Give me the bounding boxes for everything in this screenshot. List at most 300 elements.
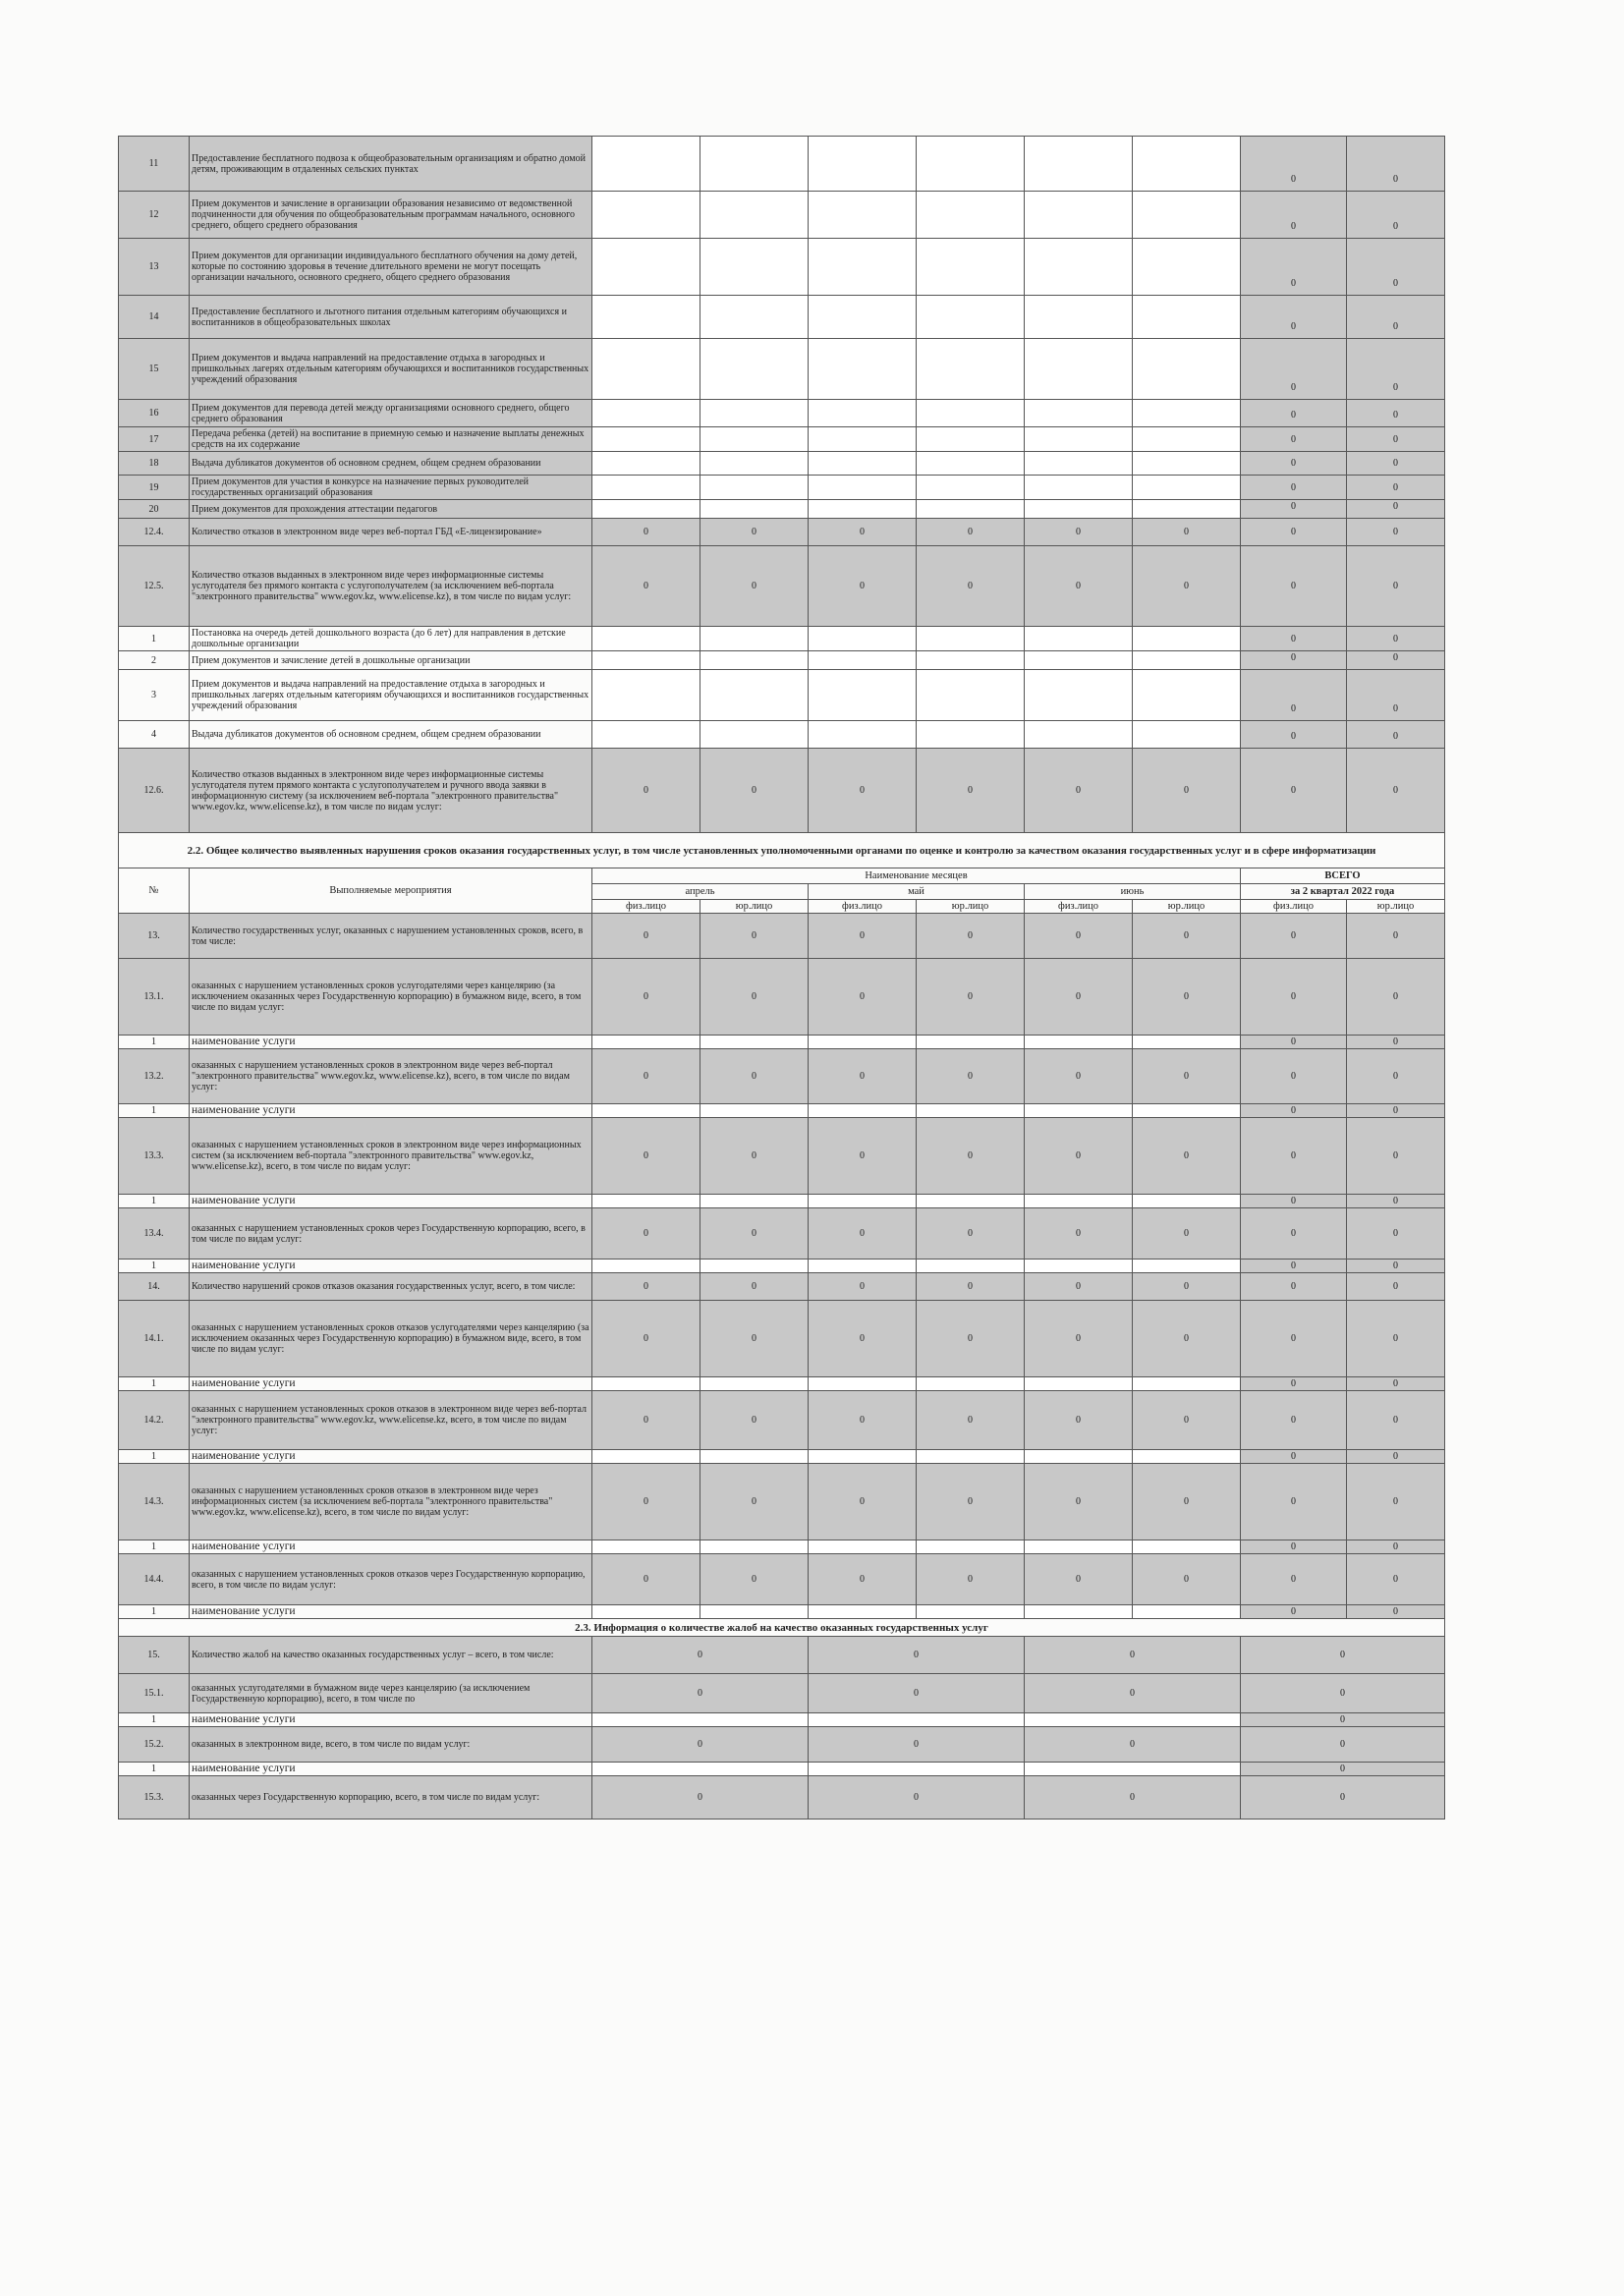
month-value — [809, 651, 917, 670]
row-number: 18 — [119, 452, 190, 476]
month-value — [700, 1605, 809, 1619]
row-number: 1 — [119, 1763, 190, 1776]
total-phys: 0 — [1241, 959, 1347, 1036]
month-value: 0 — [592, 519, 700, 546]
row-number: 15. — [119, 1637, 190, 1674]
month-value — [1133, 1605, 1241, 1619]
month-value: 0 — [1025, 1273, 1133, 1301]
month-value — [809, 627, 917, 651]
total-phys: 0 — [1241, 1301, 1347, 1377]
row-number: 15 — [119, 339, 190, 400]
month-value — [809, 476, 917, 500]
row-number: 20 — [119, 500, 190, 519]
total-jur: 0 — [1347, 400, 1445, 427]
row-text: оказанных услугодателями в бумажном виде через канцелярию (за исключением Государственную корпорацию), всего, в том числе по — [190, 1674, 592, 1713]
row-number: 1 — [119, 1260, 190, 1273]
row-text: Прием документов для участия в конкурсе на назначение первых руководителей государственных организаций образования — [190, 476, 592, 500]
month-name-header: июнь — [1025, 884, 1241, 900]
table-row — [119, 1727, 1445, 1763]
section-title: 2.3. Информация о количестве жалоб на качество оказанных государственных услуг — [119, 1619, 1445, 1637]
month-value: 0 — [592, 1208, 700, 1260]
row-text: оказанных с нарушением установленных сроков отказов через Государственную корпорацию, всего, в том числе по видам услуг: — [190, 1554, 592, 1605]
month-value: 0 — [1025, 519, 1133, 546]
total-jur: 0 — [1347, 239, 1445, 296]
total-phys: 0 — [1241, 1260, 1347, 1273]
total-phys: 0 — [1241, 1540, 1347, 1554]
month-value: 0 — [1133, 519, 1241, 546]
row-text: оказанных с нарушением установленных сроков через Государственную корпорацию, всего, в том числе по видам услуг: — [190, 1208, 592, 1260]
total-jur: 0 — [1347, 519, 1445, 546]
month-name-header: апрель — [592, 884, 809, 900]
month-value — [1025, 296, 1133, 339]
month-value — [1025, 400, 1133, 427]
total-jur: 0 — [1347, 670, 1445, 721]
table-row — [119, 1674, 1445, 1713]
month-value — [700, 651, 809, 670]
month-value — [1025, 427, 1133, 452]
row-number: 14. — [119, 1273, 190, 1301]
row-text: Прием документов и выдача направлений на предоставление отдыха в загородных и пришкольных лагерях отдельным категориям обучающихся и воспитанников государственных учреждений образования — [190, 670, 592, 721]
month-value — [1025, 239, 1133, 296]
month-value: 0 — [1133, 1273, 1241, 1301]
table-row — [119, 1049, 1445, 1104]
row-number: 17 — [119, 427, 190, 452]
month-value: 0 — [592, 1049, 700, 1104]
table-row — [119, 452, 1445, 476]
month-value — [700, 137, 809, 192]
month-value — [809, 1260, 917, 1273]
total-period-header: за 2 квартал 2022 года — [1241, 884, 1445, 900]
month-value — [917, 670, 1025, 721]
row-number: 4 — [119, 721, 190, 749]
month-value: 0 — [917, 914, 1025, 959]
month-value — [592, 476, 700, 500]
total-phys: 0 — [1241, 627, 1347, 651]
row-text: оказанных с нарушением установленных сроков отказов в электронном виде через веб-портал "электронного правительства" www.egov.kz, www.elicense.kz, всего, в том числе по видам услуг: — [190, 1391, 592, 1450]
total-value: 0 — [1241, 1713, 1445, 1727]
row-number: 13.1. — [119, 959, 190, 1036]
month-value: 0 — [1025, 1776, 1241, 1820]
total-jur: 0 — [1347, 500, 1445, 519]
month-value — [700, 1377, 809, 1391]
month-value — [809, 1605, 917, 1619]
month-value — [592, 1540, 700, 1554]
month-value: 0 — [1025, 1118, 1133, 1195]
month-value: 0 — [592, 1273, 700, 1301]
month-value — [809, 239, 917, 296]
month-value: 0 — [809, 1727, 1025, 1763]
month-value: 0 — [809, 1301, 917, 1377]
service-name: наименование услуги — [190, 1540, 592, 1554]
month-value — [1133, 339, 1241, 400]
row-text: Количество государственных услуг, оказанных с нарушением установленных сроков, всего, в том числе: — [190, 914, 592, 959]
row-number: 1 — [119, 627, 190, 651]
phys-header: физ.лицо — [592, 900, 700, 914]
month-value: 0 — [700, 914, 809, 959]
month-value — [592, 627, 700, 651]
month-value — [917, 452, 1025, 476]
table-row — [119, 1273, 1445, 1301]
total-jur: 0 — [1347, 914, 1445, 959]
table-row — [119, 1713, 1445, 1727]
total-jur: 0 — [1347, 1391, 1445, 1450]
month-value: 0 — [700, 1301, 809, 1377]
row-text: Количество жалоб на качество оказанных государственных услуг – всего, в том числе: — [190, 1637, 592, 1674]
row-number: 3 — [119, 670, 190, 721]
month-value: 0 — [1025, 1674, 1241, 1713]
row-text: оказанных с нарушением установленных сроков в электронном виде через информационных систем (за исключением веб-портала "электронного правительства" www.egov.kz, www.elicense.kz), всего, в том числе по видам услуг: — [190, 1118, 592, 1195]
total-phys: 0 — [1241, 1273, 1347, 1301]
total-phys: 0 — [1241, 137, 1347, 192]
table-row — [119, 959, 1445, 1036]
month-value — [700, 192, 809, 239]
month-value — [809, 500, 917, 519]
month-value — [592, 296, 700, 339]
service-name: наименование услуги — [190, 1036, 592, 1049]
total-jur: 0 — [1347, 721, 1445, 749]
month-value: 0 — [592, 1674, 809, 1713]
row-number: 1 — [119, 1104, 190, 1118]
month-value — [917, 627, 1025, 651]
month-value — [592, 500, 700, 519]
month-value: 0 — [1025, 1208, 1133, 1260]
row-number: 13.3. — [119, 1118, 190, 1195]
month-value: 0 — [917, 1049, 1025, 1104]
table-row — [119, 400, 1445, 427]
total-phys: 0 — [1241, 500, 1347, 519]
month-value: 0 — [1133, 546, 1241, 627]
row-text: Предоставление бесплатного подвоза к общеобразовательным организациям и обратно домой детям, проживающим в отдаленных сельских пунктах — [190, 137, 592, 192]
total-phys: 0 — [1241, 1195, 1347, 1208]
month-value: 0 — [592, 1464, 700, 1540]
month-value — [917, 1104, 1025, 1118]
row-number: 14.1. — [119, 1301, 190, 1377]
month-value — [809, 1713, 1025, 1727]
month-value — [700, 400, 809, 427]
month-value — [592, 452, 700, 476]
month-value — [917, 651, 1025, 670]
total-jur: 0 — [1347, 339, 1445, 400]
month-value: 0 — [1133, 1049, 1241, 1104]
month-value — [917, 296, 1025, 339]
table-row — [119, 519, 1445, 546]
total-phys: 0 — [1241, 1391, 1347, 1450]
month-value — [809, 427, 917, 452]
month-value — [1025, 1377, 1133, 1391]
month-value — [1025, 1763, 1241, 1776]
total-jur: 0 — [1347, 1195, 1445, 1208]
month-value: 0 — [809, 749, 917, 833]
month-value — [1133, 1450, 1241, 1464]
month-value: 0 — [917, 1554, 1025, 1605]
month-value — [1025, 339, 1133, 400]
month-value: 0 — [809, 1464, 917, 1540]
service-name: наименование услуги — [190, 1763, 592, 1776]
jur-header: юр.лицо — [1133, 900, 1241, 914]
total-phys: 0 — [1241, 1450, 1347, 1464]
month-value: 0 — [809, 1776, 1025, 1820]
row-text: оказанных с нарушением установленных сроков услугодателями через канцелярию (за исключением оказанных через Государственную корпорацию) в бумажном виде, всего, в том числе по видам услуг: — [190, 959, 592, 1036]
month-value — [1133, 1260, 1241, 1273]
month-value — [700, 296, 809, 339]
month-value — [1025, 192, 1133, 239]
table-row — [119, 749, 1445, 833]
total-jur: 0 — [1347, 137, 1445, 192]
month-value: 0 — [592, 1118, 700, 1195]
month-value — [1025, 1195, 1133, 1208]
month-value — [809, 1036, 917, 1049]
row-number: 12 — [119, 192, 190, 239]
table-row — [119, 1391, 1445, 1450]
month-value — [1025, 1260, 1133, 1273]
row-number: 12.5. — [119, 546, 190, 627]
month-value — [1025, 1540, 1133, 1554]
row-text: Выдача дубликатов документов об основном среднем, общем среднем образовании — [190, 721, 592, 749]
month-value: 0 — [1025, 1301, 1133, 1377]
total-phys: 0 — [1241, 427, 1347, 452]
month-value — [917, 1540, 1025, 1554]
month-value: 0 — [592, 959, 700, 1036]
month-value: 0 — [1133, 959, 1241, 1036]
total-phys: 0 — [1241, 546, 1347, 627]
table-row — [119, 1377, 1445, 1391]
num-header: № — [119, 868, 190, 914]
month-value: 0 — [809, 914, 917, 959]
month-value — [1133, 651, 1241, 670]
month-value — [1025, 651, 1133, 670]
total-phys: 0 — [1241, 721, 1347, 749]
month-value: 0 — [917, 1208, 1025, 1260]
month-value: 0 — [1025, 749, 1133, 833]
month-value — [592, 1763, 809, 1776]
month-value: 0 — [700, 1273, 809, 1301]
month-value — [809, 296, 917, 339]
month-value: 0 — [809, 1273, 917, 1301]
month-value — [1133, 721, 1241, 749]
table-row — [119, 192, 1445, 239]
row-text: Количество отказов в электронном виде через веб-портал ГБД «Е-лицензирование» — [190, 519, 592, 546]
month-value — [917, 476, 1025, 500]
total-jur: 0 — [1347, 651, 1445, 670]
row-text: Количество нарушений сроков отказов оказания государственных услуг, всего, в том числе: — [190, 1273, 592, 1301]
total-phys: 0 — [1241, 1464, 1347, 1540]
total-phys: 0 — [1241, 1554, 1347, 1605]
total-jur: 0 — [1347, 452, 1445, 476]
month-value: 0 — [1025, 546, 1133, 627]
total-jur: 0 — [1347, 1377, 1445, 1391]
table-row — [119, 1464, 1445, 1540]
total-value: 0 — [1241, 1727, 1445, 1763]
month-value — [592, 1104, 700, 1118]
month-value — [1025, 476, 1133, 500]
table-row — [119, 500, 1445, 519]
activities-header: Выполняемые мероприятия — [190, 868, 592, 914]
month-value — [700, 239, 809, 296]
total-phys: 0 — [1241, 749, 1347, 833]
total-phys: 0 — [1241, 670, 1347, 721]
table-row — [119, 1450, 1445, 1464]
total-value: 0 — [1241, 1674, 1445, 1713]
row-number: 1 — [119, 1540, 190, 1554]
total-jur: 0 — [1347, 1118, 1445, 1195]
month-value — [1133, 1036, 1241, 1049]
month-value — [700, 721, 809, 749]
table-row — [119, 721, 1445, 749]
total-phys: 0 — [1241, 1049, 1347, 1104]
month-value — [917, 500, 1025, 519]
month-value — [1025, 1450, 1133, 1464]
month-value — [1133, 400, 1241, 427]
month-value: 0 — [700, 546, 809, 627]
month-value — [1133, 627, 1241, 651]
row-text: Прием документов и выдача направлений на предоставление отдыха в загородных и пришкольных лагерях отдельным категориям обучающихся и воспитанников государственных учреждений образования — [190, 339, 592, 400]
row-number: 1 — [119, 1450, 190, 1464]
month-value — [917, 137, 1025, 192]
total-jur: 0 — [1347, 749, 1445, 833]
month-value — [1133, 1104, 1241, 1118]
month-value — [917, 339, 1025, 400]
row-number: 12.6. — [119, 749, 190, 833]
total-phys: 0 — [1241, 239, 1347, 296]
row-text: Прием документов для организации индивидуального бесплатного обучения на дому детей, которые по состоянию здоровья в течение длительного времени не могут посещать организации начального, основного среднего, общего среднего образования — [190, 239, 592, 296]
table-row — [119, 1554, 1445, 1605]
total-jur: 0 — [1347, 1260, 1445, 1273]
month-value: 0 — [1133, 1391, 1241, 1450]
jur-header: юр.лицо — [1347, 900, 1445, 914]
month-value: 0 — [809, 1208, 917, 1260]
month-value — [809, 721, 917, 749]
month-value — [1133, 670, 1241, 721]
row-number: 1 — [119, 1195, 190, 1208]
total-header: ВСЕГО — [1241, 868, 1445, 884]
total-jur: 0 — [1347, 1301, 1445, 1377]
row-text: Прием документов для прохождения аттестации педагогов — [190, 500, 592, 519]
month-value — [700, 500, 809, 519]
table-row — [119, 296, 1445, 339]
month-value — [1133, 1540, 1241, 1554]
month-value — [809, 192, 917, 239]
table-row — [119, 427, 1445, 452]
month-value — [700, 1260, 809, 1273]
total-jur: 0 — [1347, 1605, 1445, 1619]
month-value: 0 — [1025, 1727, 1241, 1763]
month-value — [592, 1260, 700, 1273]
month-value — [809, 137, 917, 192]
month-value: 0 — [809, 1391, 917, 1450]
month-value: 0 — [917, 546, 1025, 627]
months-header: Наименование месяцев — [592, 868, 1241, 884]
month-value: 0 — [700, 749, 809, 833]
month-value: 0 — [1025, 914, 1133, 959]
month-value — [592, 1377, 700, 1391]
total-jur: 0 — [1347, 1104, 1445, 1118]
month-value: 0 — [1025, 1554, 1133, 1605]
month-value — [700, 427, 809, 452]
month-value — [592, 400, 700, 427]
month-value: 0 — [917, 1118, 1025, 1195]
month-value — [1025, 627, 1133, 651]
row-number: 1 — [119, 1713, 190, 1727]
month-value: 0 — [1133, 1301, 1241, 1377]
table-row — [119, 627, 1445, 651]
month-value — [1133, 476, 1241, 500]
row-number: 13.2. — [119, 1049, 190, 1104]
month-value: 0 — [1025, 1049, 1133, 1104]
month-value: 0 — [1025, 959, 1133, 1036]
month-value — [1133, 296, 1241, 339]
month-value: 0 — [809, 1118, 917, 1195]
total-jur: 0 — [1347, 1208, 1445, 1260]
total-phys: 0 — [1241, 452, 1347, 476]
row-text: Предоставление бесплатного и льготного питания отдельным категориям обучающихся и воспитанников в общеобразовательных школах — [190, 296, 592, 339]
total-phys: 0 — [1241, 651, 1347, 670]
month-value — [809, 1450, 917, 1464]
row-text: Выдача дубликатов документов об основном среднем, общем среднем образовании — [190, 452, 592, 476]
month-value — [917, 1377, 1025, 1391]
month-value — [809, 1540, 917, 1554]
table-body — [119, 137, 1445, 1820]
row-number: 16 — [119, 400, 190, 427]
month-value: 0 — [917, 1301, 1025, 1377]
month-value — [917, 721, 1025, 749]
total-phys: 0 — [1241, 1208, 1347, 1260]
month-value: 0 — [1133, 749, 1241, 833]
row-number: 2 — [119, 651, 190, 670]
row-number: 13.4. — [119, 1208, 190, 1260]
month-value: 0 — [917, 959, 1025, 1036]
month-value — [1025, 1713, 1241, 1727]
month-value — [1025, 721, 1133, 749]
row-number: 14 — [119, 296, 190, 339]
row-text: Передача ребенка (детей) на воспитание в приемную семью и назначение выплаты денежных средств на их содержание — [190, 427, 592, 452]
month-value — [809, 452, 917, 476]
month-value — [592, 427, 700, 452]
month-value: 0 — [700, 1554, 809, 1605]
month-value: 0 — [809, 546, 917, 627]
month-value: 0 — [700, 959, 809, 1036]
month-value: 0 — [1133, 914, 1241, 959]
month-value — [917, 427, 1025, 452]
month-value — [917, 400, 1025, 427]
total-phys: 0 — [1241, 519, 1347, 546]
month-value — [592, 137, 700, 192]
row-number: 1 — [119, 1605, 190, 1619]
table-row — [119, 1763, 1445, 1776]
month-value — [592, 1605, 700, 1619]
month-value: 0 — [1133, 1464, 1241, 1540]
month-value: 0 — [592, 546, 700, 627]
table-row — [119, 833, 1445, 868]
row-number: 11 — [119, 137, 190, 192]
month-value — [917, 1195, 1025, 1208]
total-jur: 0 — [1347, 1554, 1445, 1605]
row-text: Прием документов и зачисление в организации образования независимо от ведомственной подчиненности для обучения по общеобразовательным программам начального, основного среднего, общего среднего образования — [190, 192, 592, 239]
service-name: наименование услуги — [190, 1605, 592, 1619]
month-value: 0 — [809, 1674, 1025, 1713]
month-value: 0 — [700, 1391, 809, 1450]
month-value — [592, 339, 700, 400]
month-value: 0 — [809, 1554, 917, 1605]
total-value: 0 — [1241, 1763, 1445, 1776]
total-phys: 0 — [1241, 914, 1347, 959]
month-value — [1025, 670, 1133, 721]
month-value — [917, 239, 1025, 296]
total-jur: 0 — [1347, 427, 1445, 452]
table-row — [119, 137, 1445, 192]
service-name: наименование услуги — [190, 1260, 592, 1273]
total-phys: 0 — [1241, 339, 1347, 400]
month-value — [1025, 137, 1133, 192]
